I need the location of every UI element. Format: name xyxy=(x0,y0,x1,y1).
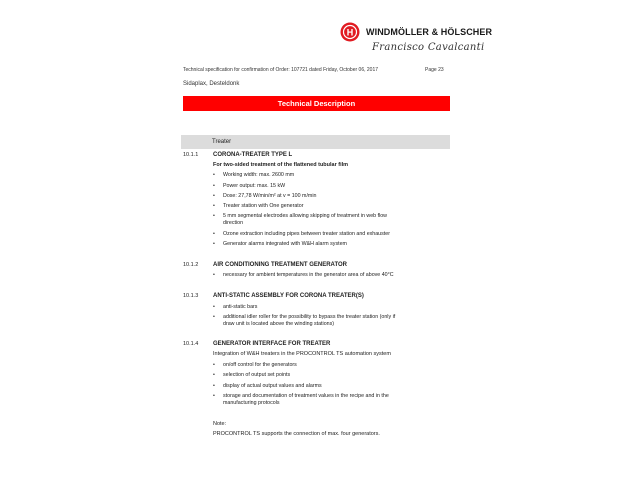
handwritten-signature: Francisco Cavalcanti xyxy=(372,42,485,53)
subsection-number: 10.1.3 xyxy=(183,293,199,299)
list-item: • on/off control for the generators xyxy=(213,362,297,368)
list-item: • Generator alarms integrated with W&H alarm system xyxy=(213,241,347,247)
customer-name: Sidaplax, Desteldonk xyxy=(183,81,240,87)
list-item: • necessary for ambient temperatures in the generator area of above 40°C xyxy=(213,272,394,278)
subsection-number: 10.1.1 xyxy=(183,152,199,158)
list-item: • Ozone extraction including pipes between treater station and exhauster xyxy=(213,231,390,237)
page-number: Page 23 xyxy=(425,67,444,73)
note-text: PROCONTROL TS supports the connection of max. four generators. xyxy=(213,431,380,437)
list-item: • Treater station with One generator xyxy=(213,203,304,209)
subsection-title: CORONA-TREATER TYPE L xyxy=(213,152,293,158)
list-item: • anti-static bars xyxy=(213,304,258,310)
subsection-title: AIR CONDITIONING TREATMENT GENERATOR xyxy=(213,262,347,268)
subsection-title: ANTI-STATIC ASSEMBLY FOR CORONA TREATER(S) xyxy=(213,293,364,299)
list-item: • additional idler roller for the possibility to bypass the treater station (only if draw unit is located above the winding stations) xyxy=(213,314,396,328)
note-label: Note: xyxy=(213,421,227,427)
section-title: Treater xyxy=(212,139,232,145)
list-item: • display of actual output values and alarms xyxy=(213,383,322,389)
list-item: • storage and documentation of treatment values in the recipe and in the manufacturing protocols xyxy=(213,393,389,407)
subsection-number: 10.1.4 xyxy=(183,341,199,347)
subsection-intro: Integration of W&H treaters in the PROCONTROL TS automation system xyxy=(213,351,391,357)
section-banner: Technical Description xyxy=(183,96,450,111)
subsection-number: 10.1.2 xyxy=(183,262,199,268)
list-item: • Dose: 27,78 W/min/m² at v = 100 m/min xyxy=(213,193,317,199)
list-item: • 5 mm segmental electrodes allowing skipping of treatment in web flow direction xyxy=(213,213,387,227)
subsection-intro: For two-sided treatment of the flattened tubular film xyxy=(213,162,349,168)
specification-line: Technical specification for confirmation of Order: 107721 dated Friday, October 06, 2017 xyxy=(183,67,379,73)
list-item: • selection of output set points xyxy=(213,372,291,378)
section-header-bar xyxy=(181,135,450,149)
subsection-title: GENERATOR INTERFACE FOR TREATER xyxy=(213,341,331,347)
list-item: • Power output: max. 15 kW xyxy=(213,183,286,189)
list-item: • Working width: max. 2600 mm xyxy=(213,172,295,178)
company-logo-text: WINDMÖLLER & HÖLSCHER xyxy=(366,27,493,37)
company-logo-emblem xyxy=(340,22,360,42)
logo-emblem-letter: H xyxy=(346,27,354,38)
